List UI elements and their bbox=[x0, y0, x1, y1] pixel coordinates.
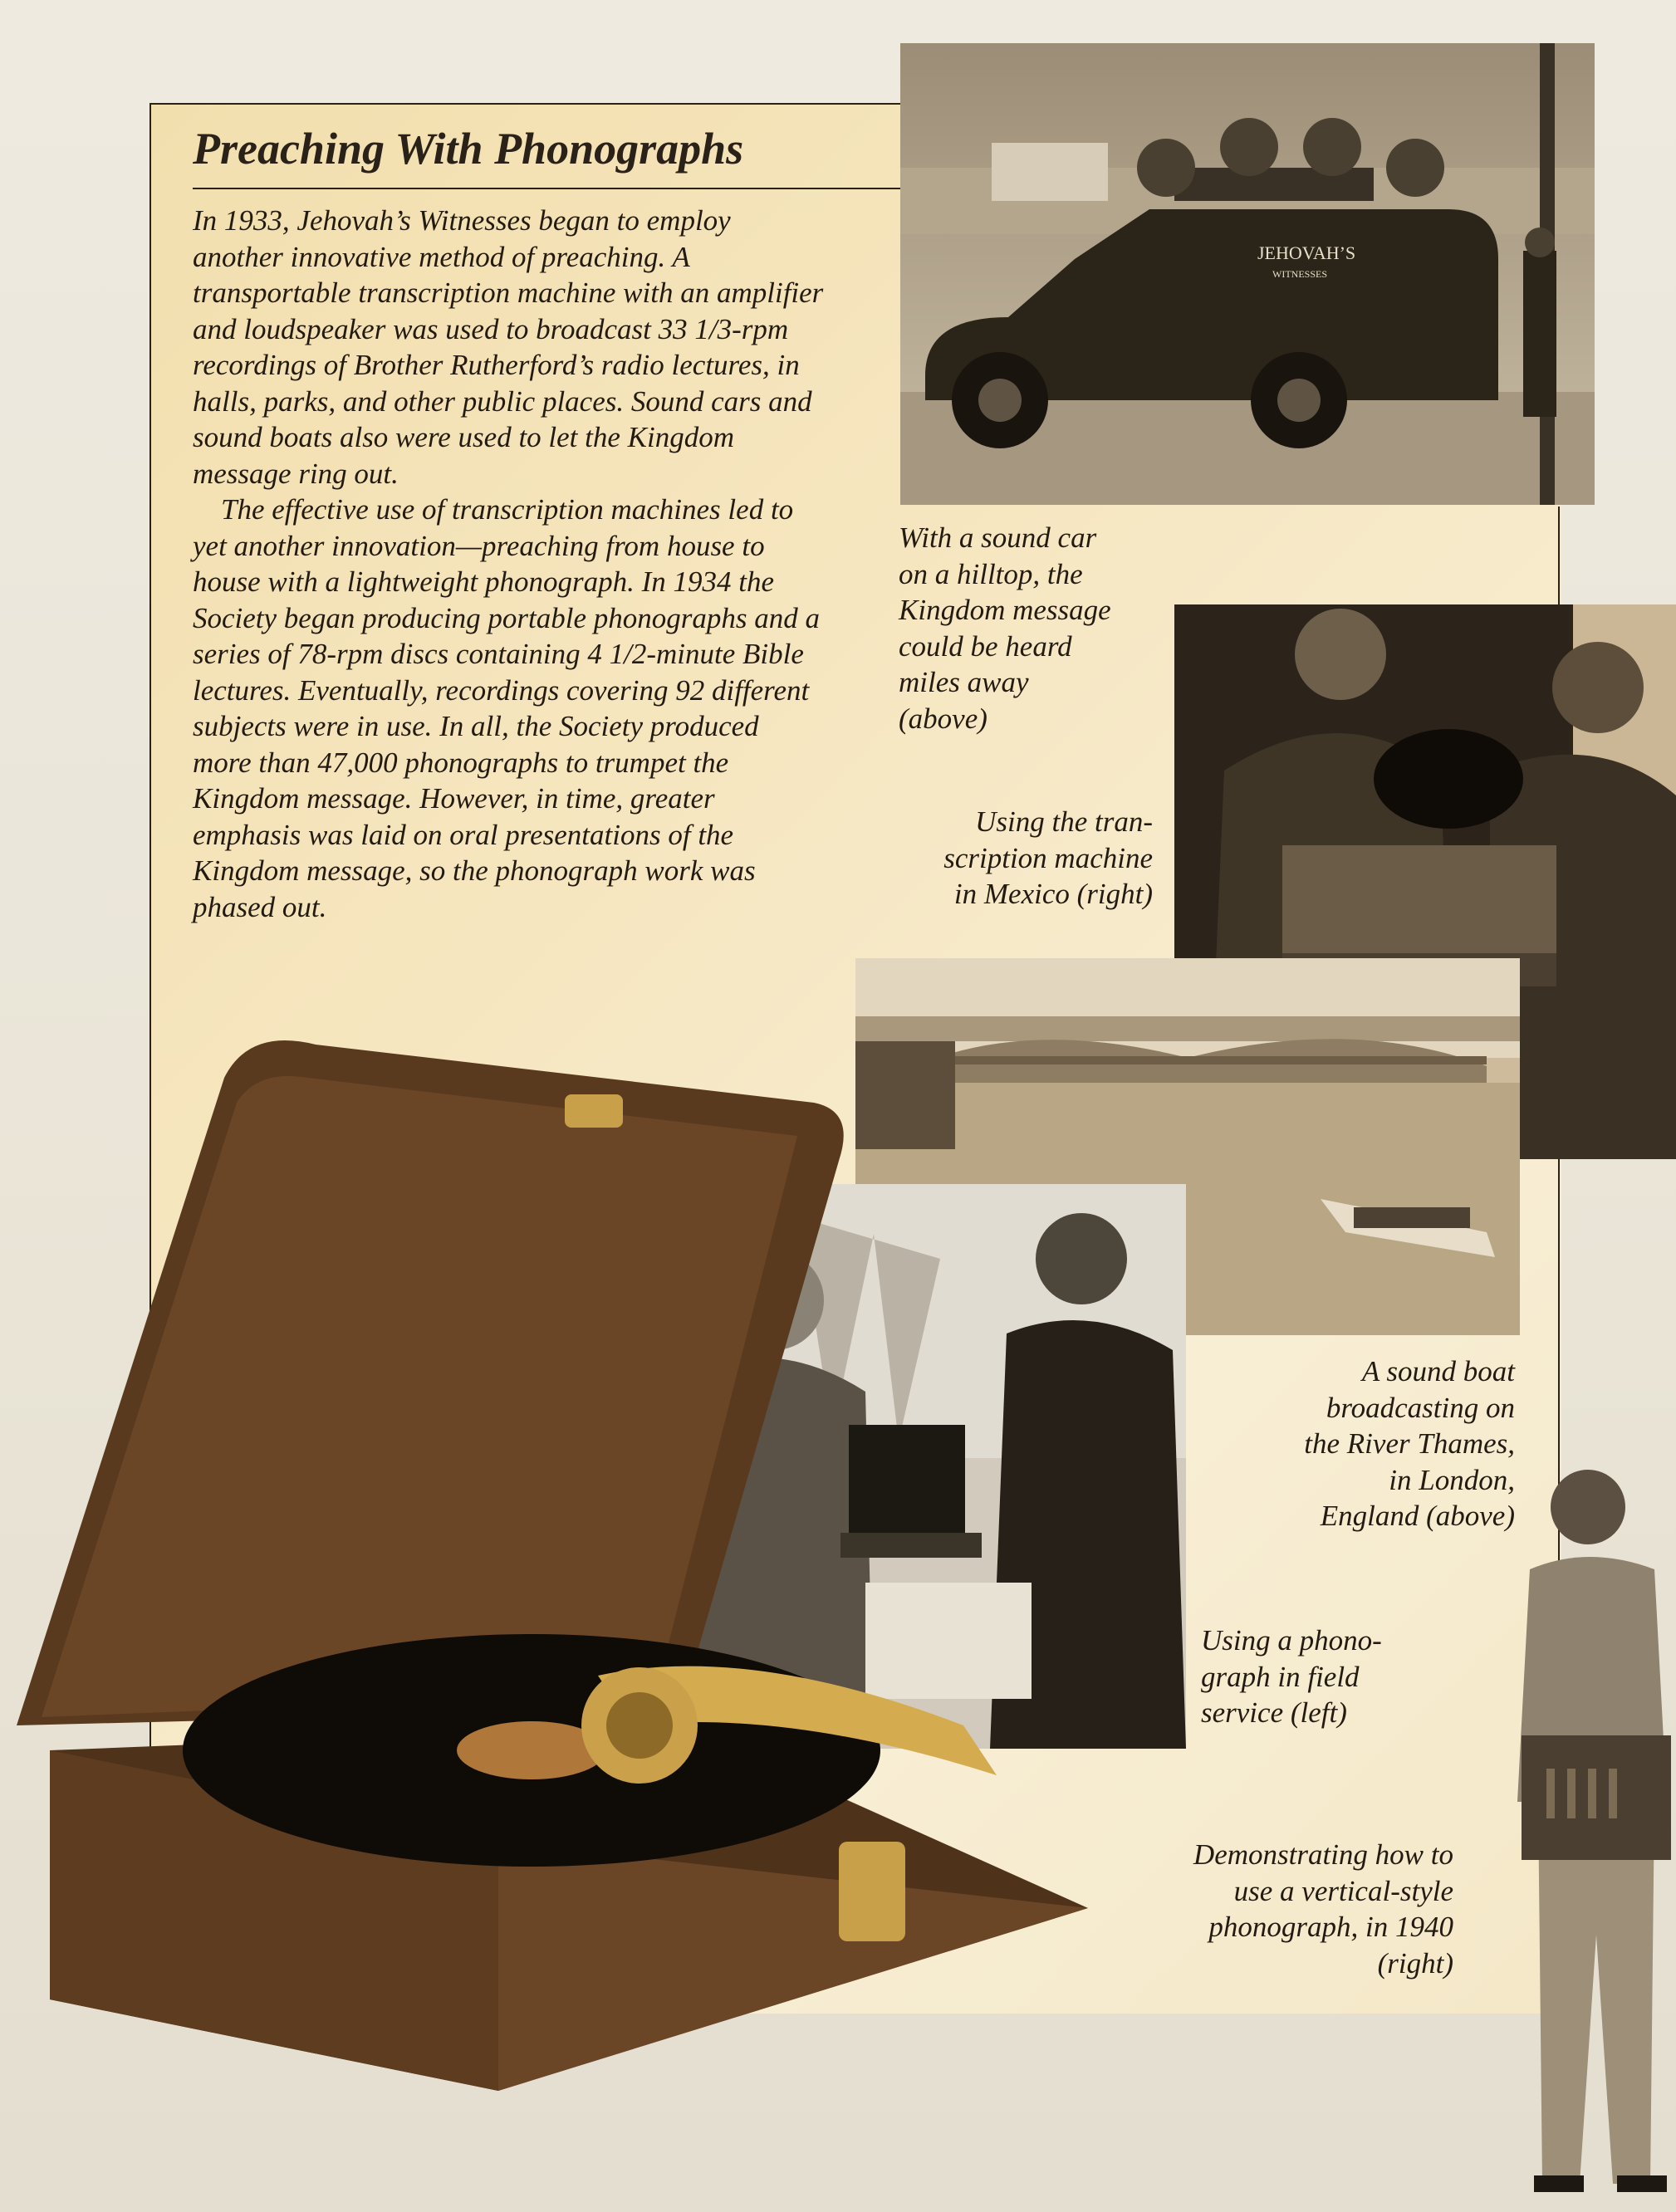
portable-phonograph-photo bbox=[0, 1011, 1105, 2116]
paragraph-1: In 1933, Jehovah’s Witnesses began to employ another innovative method of preaching. A transportable transcription machine with an amplifier and loudspeaker was used to broadcast 33 1/3-rpm recordings of Brother Rutherford’s radio lectures, in halls, parks, and other public places. Sound cars and sound boats also were used to let the Kingdom message ring out. bbox=[193, 204, 824, 490]
caption-vertical: Demonstrating how to use a vertical-style phonograph, in 1940 (right) bbox=[1193, 1838, 1453, 1980]
caption-sound-car: With a sound car on a hilltop, the Kingdom message could be heard miles away (above) bbox=[899, 521, 1111, 735]
truck-sign-subtext: WITNESSES bbox=[1272, 268, 1327, 280]
truck-sign-text: JEHOVAH’S bbox=[1257, 242, 1356, 263]
vertical-phonograph-photo bbox=[1463, 1470, 1676, 2192]
title-rule bbox=[193, 188, 902, 189]
article-body bbox=[193, 203, 824, 925]
caption-mexico: Using the tran- scription machine in Mexico (right) bbox=[943, 805, 1153, 910]
paragraph-2: The effective use of transcription machines led to yet another innovation—preaching from house to house with a lightweight phonograph. In 1934 the Society began producing portable phonographs and a series of 78-rpm discs containing 4 1/2-minute Bible lectures. Eventually, recordings covering 92 different subjects were in use. In all, the Society produced more than 47,000 phonographs to trumpet the Kingdom message. However, in time, greater emphasis was laid on oral presentations of the Kingdom message, so the phonograph work was phased out. bbox=[193, 493, 821, 923]
caption-sound-boat: A sound boat broadcasting on the River Thames, in London, England (above) bbox=[1304, 1355, 1515, 1532]
sound-car-photo bbox=[900, 43, 1595, 505]
frame-top bbox=[149, 103, 902, 105]
caption-field-service: Using a phono- graph in field service (left) bbox=[1201, 1624, 1382, 1729]
article-title: Preaching With Phonographs bbox=[193, 124, 744, 174]
